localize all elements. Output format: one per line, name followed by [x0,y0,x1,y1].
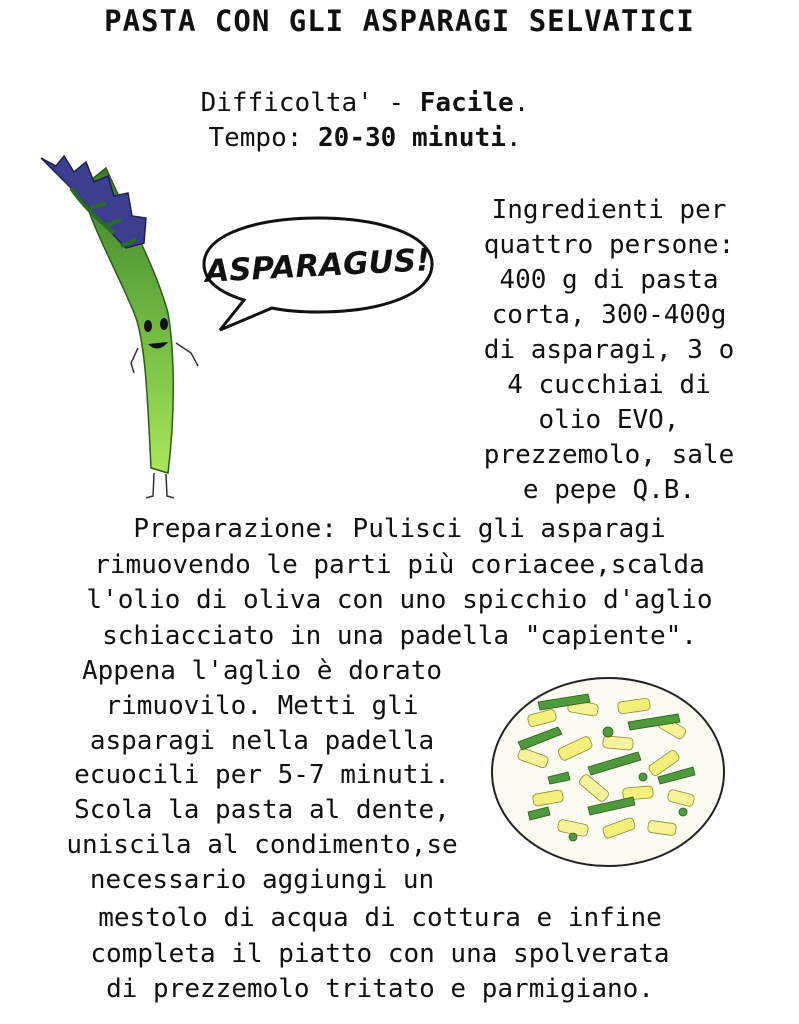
pasta-plate-illustration [488,672,728,872]
preparation-line: Preparazione: Pulisci gli asparagi [133,514,666,544]
preparation-line: schiacciato in una padella "capiente". [102,620,697,651]
speech-bubble-text: ASPARAGUS! [204,242,432,290]
ingredient-line: 4 cucchiai di [507,370,711,400]
preparation-line: di prezzemolo tritato e parmigiano. [106,974,654,1004]
preparation-line: rimuovilo. Metti gli [105,690,419,721]
preparation-line: asparagi nella padella [89,725,435,756]
asparagus-character-illustration [36,148,211,508]
preparation-block-bottom [0,901,760,1008]
ingredient-line: quattro persone: [483,230,735,260]
difficulty-line [150,86,580,121]
preparation-block-top [0,512,799,654]
preparation-line: l'olio di oliva con uno spicchio d'aglio [86,585,713,615]
time-value: 20-30 minuti [318,123,506,153]
recipe-meta [150,86,580,156]
ingredients-block [450,193,768,508]
difficulty-label: Difficolta' - [200,88,420,118]
ingredient-line: di asparagi, 3 o [483,335,735,365]
ingredient-line: Ingredienti per [491,195,727,225]
ingredient-line: e pepe Q.B. [522,475,696,505]
preparation-line: Scola la pasta al dente, [74,795,450,826]
preparation-block-middle [12,654,512,898]
preparation-line: Appena l'aglio è dorato [81,656,443,686]
preparation-line: rimuovendo le parti più coriacee,scalda [94,549,705,580]
preparation-line: ecuocili per 5-7 minuti. [74,760,450,791]
preparation-line: necessario aggiungi un [89,864,435,895]
preparation-line: completa il piatto con una spolverata [90,938,670,969]
ingredient-line: 400 g di pasta [499,265,719,295]
preparation-line: mestolo di acqua di cottura e infine [98,903,662,933]
time-label: Tempo: [208,123,319,153]
ingredient-line: olio EVO, [538,405,680,435]
recipe-title: PASTA CON GLI ASPARAGI SELVATICI [104,4,695,38]
speech-bubble [198,212,438,337]
difficulty-value: Facile [419,88,514,118]
ingredient-line: prezzemolo, sale [483,440,735,470]
time-line [150,121,580,156]
difficulty-end: . [513,88,530,118]
time-end: . [505,123,522,153]
ingredient-line: corta, 300-400g [491,300,727,330]
preparation-line: uniscila al condimento,se [66,829,458,860]
